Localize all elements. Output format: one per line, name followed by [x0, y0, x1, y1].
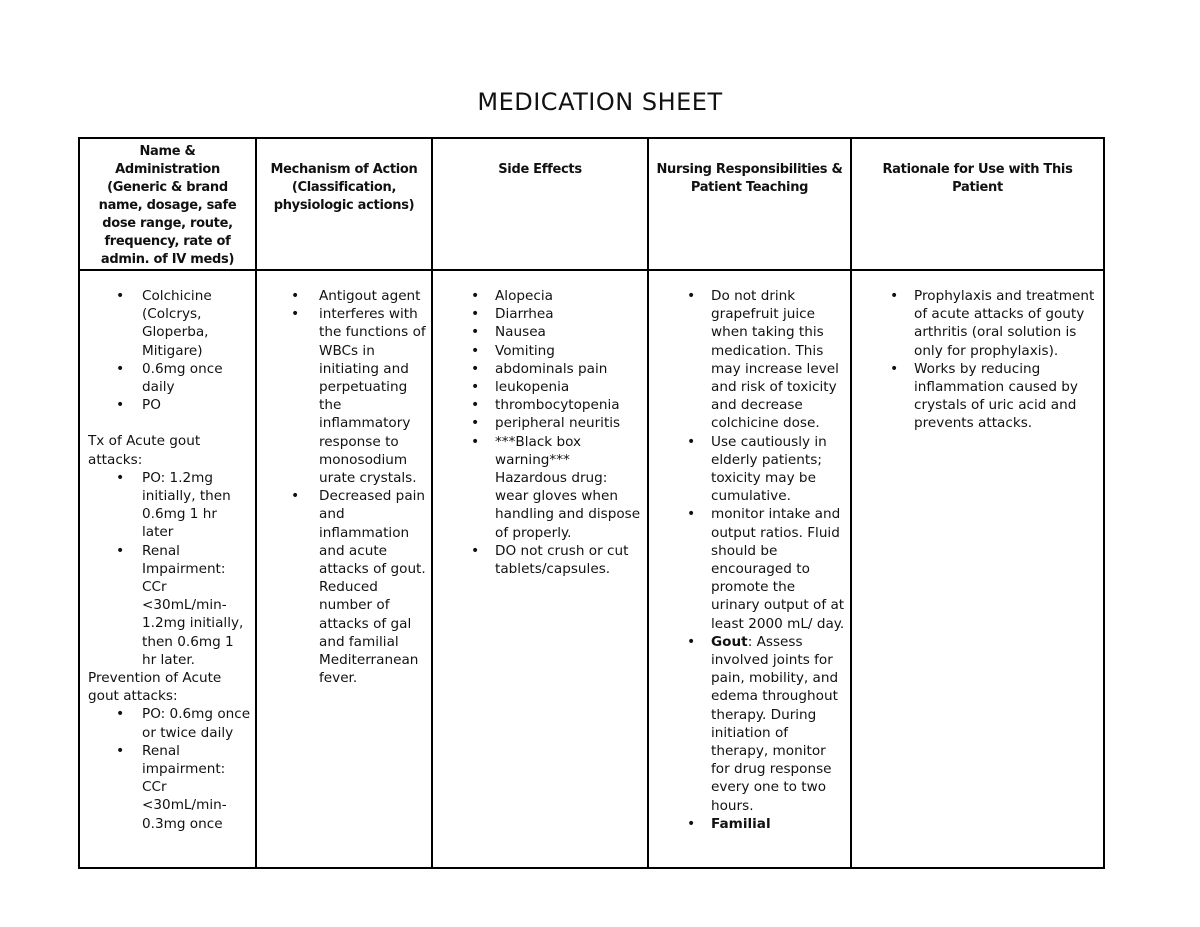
- cell-nursing: [648, 270, 851, 868]
- list-item: • Renal Impairment: CCr <30mL/min- 1.2mg initially, then 0.6mg 1 hr later.: [88, 542, 251, 669]
- header-nursing: Nursing Responsibilities & Patient Teaching: [648, 138, 851, 270]
- list-item: • Nausea: [441, 323, 643, 341]
- list-item: • Vomiting: [441, 342, 643, 360]
- list-item: [657, 633, 846, 815]
- list-item: • Colchicine (Colcrys, Gloperba, Mitigare): [88, 287, 251, 360]
- list-item: • interferes with the functions of WBCs in initiating and perpetuating the inflammatory response to monosodium urate crystals.: [265, 305, 427, 487]
- list-item: • Decreased pain and inflammation and acute attacks of gout. Reduced number of attacks of gal and familial Mediterranean fever.: [265, 487, 427, 687]
- medication-table: [78, 137, 1105, 869]
- header-name-administration: Name & Administration (Generic & brand name, dosage, safe dose range, route, frequency, rate of admin. of IV meds): [79, 138, 256, 270]
- list-item: • 0.6mg once daily: [88, 360, 251, 396]
- list-item: • Antigout agent: [265, 287, 427, 305]
- list-item: • Alopecia: [441, 287, 643, 305]
- gout-text: : Assess involved joints for pain, mobility, and edema throughout therapy. During initiation of therapy, monitor for drug response every one to two hours.: [711, 633, 839, 814]
- header-row: [79, 138, 1104, 270]
- dosage-list: [88, 287, 251, 414]
- cell-rationale: [851, 270, 1104, 868]
- list-item: • PO: 1.2mg initially, then 0.6mg 1 hr later: [88, 469, 251, 542]
- list-item: • Prophylaxis and treatment of acute attacks of gouty arthritis (oral solution is only for prophylaxis).: [860, 287, 1099, 360]
- gout-label: Gout: [711, 633, 748, 650]
- list-item: • Works by reducing inflammation caused by crystals of uric acid and prevents attacks.: [860, 360, 1099, 433]
- familial-label: Familial: [711, 815, 771, 832]
- list-item: • peripheral neuritis: [441, 414, 643, 432]
- list-item: • ***Black box warning*** Hazardous drug: wear gloves when handling and dispose of properly.: [441, 433, 643, 542]
- acute-gout-heading: Tx of Acute gout attacks:: [88, 433, 201, 468]
- list-item: • abdominals pain: [441, 360, 643, 378]
- list-item: • monitor intake and output ratios. Fluid should be encouraged to promote the urinary output of at least 2000 mL/ day.: [657, 505, 846, 632]
- side-effects-list: [441, 287, 643, 578]
- cell-side-effects: [432, 270, 648, 868]
- list-item: • DO not crush or cut tablets/capsules.: [441, 542, 643, 578]
- list-item: • Renal impairment: CCr <30mL/min- 0.3mg once: [88, 742, 251, 833]
- cell-name-administration: [79, 270, 256, 868]
- list-item: • Diarrhea: [441, 305, 643, 323]
- nursing-list: [657, 287, 846, 833]
- cell-mechanism: [256, 270, 432, 868]
- prevention-heading: Prevention of Acute gout attacks:: [88, 670, 222, 705]
- list-item: • leukopenia: [441, 378, 643, 396]
- header-rationale: Rationale for Use with This Patient: [851, 138, 1104, 270]
- list-item: • Do not drink grapefruit juice when taking this medication. This may increase level and risk of toxicity and decrease colchicine dose.: [657, 287, 846, 433]
- list-item: • thrombocytopenia: [441, 396, 643, 414]
- list-item: [657, 815, 846, 833]
- list-item: • PO: 0.6mg once or twice daily: [88, 705, 251, 741]
- page-title: MEDICATION SHEET: [477, 88, 723, 116]
- header-side-effects: Side Effects: [432, 138, 648, 270]
- list-item: • PO: [88, 396, 251, 414]
- mechanism-list: [265, 287, 427, 687]
- rationale-list: [860, 287, 1099, 433]
- content-row: [79, 270, 1104, 868]
- header-mechanism: Mechanism of Action (Classification, physiologic actions): [256, 138, 432, 270]
- list-item: • Use cautiously in elderly patients; toxicity may be cumulative.: [657, 433, 846, 506]
- prevention-dosage-list: [88, 705, 251, 832]
- acute-dosage-list: [88, 469, 251, 669]
